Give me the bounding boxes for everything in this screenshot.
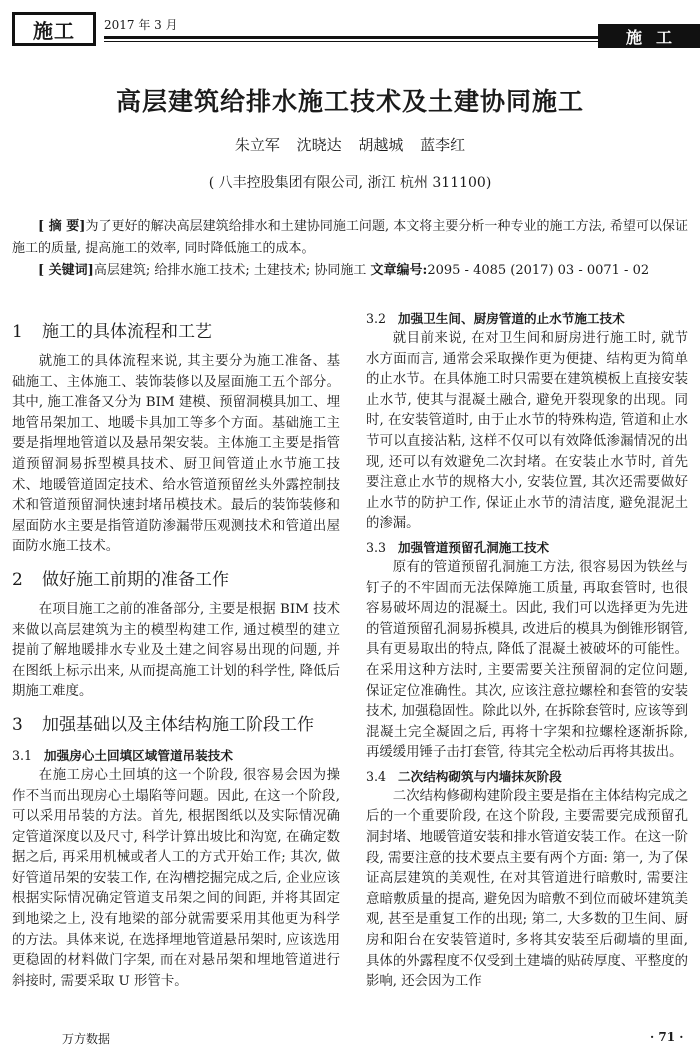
- subsection-number: 3.1: [12, 747, 33, 763]
- page-header: [0, 0, 700, 56]
- page-number: · 71 ·: [650, 1030, 684, 1044]
- paragraph: 二次结构修砌构建阶段主要是指在主体结构完成之后的一个重要阶段, 在这个阶段, 主要需要完成预留孔洞封堵、地暖管道安装和排水管道安装工作。在这一阶段, 需要注意的技术要点主要有两个方面: 第一, 为了保证高层建筑的美观性, 在对其管道进行暗敷时, 需要注意暗敷质量的提高, 避免因为暗敷不到位而破坏建筑美观, 甚至是重复工作的出现; 第二, 大多数的卫生间、厨房和阳台在安装管道时, 多将其安装至后砌墙的里面, 具体的外露程度不仅受到土建墙的贴砖厚度、平整度的影响, 还会因为工作: [366, 788, 688, 990]
- section-3-heading: [12, 713, 340, 737]
- article-authors: 朱立军 沈晓达 胡越城 蓝李红: [234, 136, 466, 154]
- subsection-title: 加强卫生间、厨房管道的止水节施工技术: [398, 311, 625, 326]
- section-tag: 施工: [598, 24, 700, 48]
- issue-date: 2017 年 3 月: [104, 18, 178, 32]
- subsection-title: 加强房心土回填区域管道吊装技术: [44, 747, 233, 763]
- database-watermark: 万方数据: [62, 1032, 111, 1046]
- subsection-number: 3.3: [366, 539, 387, 555]
- section-number: 2: [12, 569, 23, 590]
- paragraph: 在项目施工之前的准备部分, 主要是根据 BIM 技术来做以高层建筑为主的模型构建工作, 通过模型的建立提前了解地暖排水专业及土建之间容易出现的问题, 并在图纸上标示出来, 从而提高施工计划的科学性, 降低后期施工难度。: [12, 601, 340, 700]
- abstract-text: 为了更好的解决高层建筑给排水和土建协同施工问题, 本文将主要分析一种专业的施工方法, 希望可以保证施工的质量, 提高施工的效率, 同时降低施工的成本。: [12, 219, 689, 256]
- left-column: [12, 310, 340, 992]
- subsection-3-4-heading: [366, 766, 688, 787]
- section-number: 1: [12, 322, 23, 342]
- journal-logo: 施工: [12, 12, 96, 46]
- paragraph: 就施工的具体流程来说, 其主要分为施工准备、基础施工、主体施工、装饰装修以及屋面施工五个部分。其中, 施工准备又分为 BIM 建模、预留洞模具加工、埋地管吊架加工、地暖卡具加工等多个方面。基础施工主要是指埋地管道以及悬吊架安装。主体施工主要是指管道预留洞易拆型模具技术、厨卫间管道止水节施工技术、地暖管道固定技术、给水管道预留丝头外露控制技术和管道预留洞快速封堵吊模技术。最后的装饰装修和屋面防水主要是指管道防渗漏带压观测技术和管道出屋面防水施工技术。: [12, 354, 340, 555]
- abstract-paragraph: [12, 216, 688, 260]
- keywords-text: 高层建筑; 给排水施工技术; 土建技术; 协同施工: [93, 263, 367, 278]
- subsection-3-2-heading: [366, 308, 688, 329]
- subsection-3-3-heading: [366, 537, 688, 558]
- article-number: 2095 - 4085 (2017) 03 - 0071 - 02: [427, 263, 650, 278]
- paragraph: 就目前来说, 在对卫生间和厨房进行施工时, 就节水方面而言, 通常会采取操作更为便捷、结构更为简单的止水节。在具体施工时只需要在建筑模板上直接安装止水节, 使其与混凝土融合, 避免开裂现象的出现。同时, 在安装管道时, 由于止水节的特殊构造, 管道和止水节可以直接沾粘, 这样不仅可以有效降低渗漏情况的出现, 还可以有效避免二次封堵。在安装止水节时, 首先要注意止水节的规格大小, 安装位置, 其次还需要做好止水节的防护工作, 保证止水节的清洁度, 避免混泥土的渗漏。: [366, 331, 688, 532]
- section-title: 施工的具体流程和工艺: [42, 322, 212, 342]
- author-affiliation: ( 八丰控股集团有限公司, 浙江 杭州 311100): [208, 175, 492, 191]
- abstract-block: [12, 216, 688, 282]
- article-number-label: 文章编号:: [370, 263, 428, 278]
- paragraph: 原有的管道预留孔洞施工方法, 很容易因为铁丝与钉子的不牢固而无法保障施工质量, 再取套管时, 也很容易破坏周边的混凝土。因此, 我们可以选择更为先进的管道预留孔洞易拆模具, 改进后的模具为倒锥形钢管, 具有更易取出的特点, 降低了混凝土被破坏的可能性。在采用这种方法时, 主要需要关注预留洞的定位问题, 保证定位准确性。其次, 应该注意拉螺栓和套管的安装技术, 加强稳固性。除此以外, 在拆除套管时, 应该等到混凝土完全凝固之后, 再将十字架和拉螺栓逐渐拆除, 再缓缓用锤子击打套管, 待其完全松动后再将其拔出。: [366, 559, 688, 761]
- keywords-line: [12, 260, 688, 282]
- subsection-number: 3.4: [366, 768, 387, 784]
- article-title: 高层建筑给排水施工技术及土建协同施工: [115, 87, 584, 116]
- right-column: [366, 306, 688, 993]
- section-title: 加强基础以及主体结构施工阶段工作: [42, 714, 314, 735]
- section-1-heading: [12, 320, 340, 344]
- header-rule: [104, 36, 598, 39]
- header-rule-thin: [104, 41, 598, 42]
- keywords-label: [ 关键词]: [38, 263, 94, 278]
- subsection-title: 加强管道预留孔洞施工技术: [398, 539, 550, 555]
- subsection-number: 3.2: [366, 311, 387, 326]
- subsection-title: 二次结构砌筑与内墙抹灰阶段: [398, 768, 562, 784]
- paragraph: 在施工房心土回填的这一个阶段, 很容易会因为操作不当而出现房心土塌陷等问题。因此, 在这一个阶段, 可以采用吊装的方法。首先, 根据图纸以及实际情况确定管道深度以及尺寸, 科学计算出坡比和沟宽, 在确定数据之后, 再采用机械或者人工的方式开始工作; 其次, 做好管道吊架的安装工作, 在沟槽挖掘完成之后, 企业应该根据实际情况确定管道支吊架之间的间距, 并将其固定到地梁之上, 没有地梁的部分就需要采用其他更为科学的方法。具体来说, 在选择埋地管道悬吊架时, 应该选用更稳固的材料做门字架, 而在对悬吊架和埋地管道进行斜接时, 需要采取 U 形管卡。: [12, 767, 340, 989]
- subsection-3-1-heading: [12, 745, 340, 766]
- section-number: 3: [12, 714, 23, 735]
- section-2-heading: [12, 568, 340, 592]
- section-title: 做好施工前期的准备工作: [42, 569, 229, 590]
- abstract-label: [ 摘 要]: [38, 219, 86, 234]
